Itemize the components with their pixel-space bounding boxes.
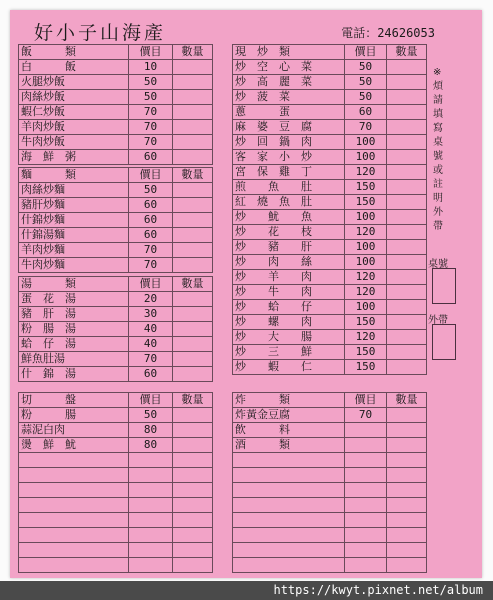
item-price <box>345 423 387 438</box>
item-price: 150 <box>345 195 387 210</box>
menu-row <box>233 345 427 360</box>
item-price: 150 <box>345 180 387 195</box>
item-price: 10 <box>129 60 173 75</box>
qty-cell <box>173 75 213 90</box>
menu-row <box>19 243 213 258</box>
menu-row <box>233 408 427 423</box>
blank-cell <box>19 543 129 558</box>
blank-cell <box>129 528 173 543</box>
item-name: 蔥 蛋 <box>233 105 345 120</box>
header-row <box>19 277 213 292</box>
menu-row <box>233 210 427 225</box>
item-price: 20 <box>129 292 173 307</box>
blank-row <box>19 468 213 483</box>
phone-number: 電話：24626053 <box>341 26 435 40</box>
qty-cell <box>173 307 213 322</box>
menu-row <box>233 135 427 150</box>
restaurant-title: 好小子山海產 <box>34 22 167 44</box>
blank-cell <box>173 453 213 468</box>
header-row <box>19 168 213 183</box>
menu-row <box>233 240 427 255</box>
qty-cell <box>173 90 213 105</box>
qty-header: 數量 <box>387 393 427 408</box>
section-qie <box>18 392 213 573</box>
blank-cell <box>387 468 427 483</box>
menu-row <box>233 195 427 210</box>
blank-cell <box>129 453 173 468</box>
item-name: 紅 燒 魚 肚 <box>233 195 345 210</box>
item-price: 60 <box>129 198 173 213</box>
item-name: 什錦湯麵 <box>19 228 129 243</box>
item-name: 炒 肉 絲 <box>233 255 345 270</box>
qty-cell <box>173 322 213 337</box>
section-mian <box>18 167 213 273</box>
header-row <box>19 393 213 408</box>
qty-header: 數量 <box>173 277 213 292</box>
menu-row <box>233 270 427 285</box>
item-name: 海 鮮 粥 <box>19 150 129 165</box>
menu-row <box>233 423 427 438</box>
item-name: 飲 料 <box>233 423 345 438</box>
menu-row <box>233 75 427 90</box>
item-name: 客 家 小 炒 <box>233 150 345 165</box>
qty-cell <box>173 213 213 228</box>
item-name: 火腿炒飯 <box>19 75 129 90</box>
blank-row <box>233 498 427 513</box>
takeout-label: 外帶 <box>428 315 448 326</box>
section-title: 湯 類 <box>19 277 129 292</box>
menu-row <box>19 135 213 150</box>
item-name: 豬 肝 湯 <box>19 307 129 322</box>
item-price: 70 <box>345 408 387 423</box>
item-name: 炒 花 枝 <box>233 225 345 240</box>
blank-row <box>19 483 213 498</box>
qty-cell <box>387 345 427 360</box>
item-price: 100 <box>345 240 387 255</box>
blank-cell <box>345 543 387 558</box>
menu-row <box>19 438 213 453</box>
item-name: 炒 羊 肉 <box>233 270 345 285</box>
menu-row <box>19 352 213 367</box>
blank-cell <box>387 558 427 573</box>
table-no-label: 桌號 <box>428 259 448 270</box>
blank-row <box>19 528 213 543</box>
item-name: 炒 回 鍋 肉 <box>233 135 345 150</box>
table-mian <box>18 167 213 273</box>
blank-cell <box>233 498 345 513</box>
blank-cell <box>345 498 387 513</box>
qty-cell <box>387 195 427 210</box>
blank-row <box>19 453 213 468</box>
item-price: 50 <box>345 60 387 75</box>
blank-cell <box>129 498 173 513</box>
menu-row <box>233 225 427 240</box>
menu-row <box>19 60 213 75</box>
qty-cell <box>387 105 427 120</box>
item-price: 60 <box>129 213 173 228</box>
item-name: 什 錦 湯 <box>19 367 129 382</box>
qty-cell <box>173 292 213 307</box>
menu-row <box>19 307 213 322</box>
menu-row <box>19 367 213 382</box>
qty-cell <box>173 438 213 453</box>
section-tang <box>18 276 213 382</box>
item-name: 燙 鮮 魷 <box>19 438 129 453</box>
item-name: 炒 牛 肉 <box>233 285 345 300</box>
table-qie <box>18 392 213 573</box>
item-name: 炒 魷 魚 <box>233 210 345 225</box>
watermark-bar <box>0 581 493 600</box>
blank-row <box>233 453 427 468</box>
qty-cell <box>387 120 427 135</box>
menu-row <box>233 330 427 345</box>
item-name: 炒 三 鮮 <box>233 345 345 360</box>
table-fan <box>18 44 213 165</box>
item-price: 120 <box>345 270 387 285</box>
menu-row <box>19 183 213 198</box>
item-name: 炒 螺 肉 <box>233 315 345 330</box>
qty-cell <box>387 240 427 255</box>
qty-cell <box>173 367 213 382</box>
item-name: 炒 高 麗 菜 <box>233 75 345 90</box>
price-header: 價目 <box>129 393 173 408</box>
header-row <box>233 393 427 408</box>
menu-row <box>19 408 213 423</box>
item-price: 40 <box>129 322 173 337</box>
item-price: 80 <box>129 423 173 438</box>
item-price: 100 <box>345 150 387 165</box>
section-title: 飯 類 <box>19 45 129 60</box>
blank-cell <box>173 528 213 543</box>
menu-row <box>19 292 213 307</box>
menu-row <box>19 322 213 337</box>
blank-row <box>233 543 427 558</box>
section-title: 炸 類 <box>233 393 345 408</box>
table-no-box <box>432 268 456 304</box>
qty-cell <box>387 330 427 345</box>
section-xianchao <box>232 44 427 375</box>
blank-cell <box>19 513 129 528</box>
qty-cell <box>387 270 427 285</box>
menu-row <box>233 300 427 315</box>
blank-row <box>19 543 213 558</box>
qty-cell <box>173 352 213 367</box>
item-price: 100 <box>345 255 387 270</box>
item-price: 150 <box>345 345 387 360</box>
item-price: 50 <box>129 90 173 105</box>
item-name: 牛肉炒飯 <box>19 135 129 150</box>
menu-row <box>19 105 213 120</box>
item-name: 宮 保 雞 丁 <box>233 165 345 180</box>
item-price: 60 <box>129 150 173 165</box>
item-price: 150 <box>345 315 387 330</box>
item-name: 肉絲炒飯 <box>19 90 129 105</box>
item-name: 粉 腸 <box>19 408 129 423</box>
item-price: 50 <box>129 408 173 423</box>
blank-cell <box>345 453 387 468</box>
item-price: 120 <box>345 330 387 345</box>
blank-row <box>233 558 427 573</box>
qty-cell <box>387 180 427 195</box>
menu-row <box>19 150 213 165</box>
qty-cell <box>387 255 427 270</box>
menu-row <box>233 360 427 375</box>
qty-cell <box>173 135 213 150</box>
blank-cell <box>233 543 345 558</box>
blank-cell <box>19 558 129 573</box>
qty-cell <box>387 300 427 315</box>
menu-row <box>233 90 427 105</box>
price-header: 價目 <box>129 45 173 60</box>
item-price: 50 <box>345 90 387 105</box>
menu-row <box>233 165 427 180</box>
qty-cell <box>173 198 213 213</box>
blank-cell <box>129 483 173 498</box>
blank-cell <box>19 483 129 498</box>
blank-row <box>233 528 427 543</box>
blank-cell <box>173 513 213 528</box>
item-price: 70 <box>129 120 173 135</box>
blank-cell <box>19 498 129 513</box>
item-name: 炒 蝦 仁 <box>233 360 345 375</box>
item-name: 羊肉炒麵 <box>19 243 129 258</box>
item-name: 蒜泥白肉 <box>19 423 129 438</box>
item-price: 80 <box>129 438 173 453</box>
menu-row <box>19 120 213 135</box>
menu-row <box>233 60 427 75</box>
menu-row <box>233 150 427 165</box>
item-price: 60 <box>129 228 173 243</box>
item-name: 鮮魚肚湯 <box>19 352 129 367</box>
menu-row <box>233 105 427 120</box>
item-price: 60 <box>129 367 173 382</box>
item-price: 70 <box>129 105 173 120</box>
menu-row <box>19 258 213 273</box>
menu-row <box>233 315 427 330</box>
menu-row <box>233 438 427 453</box>
menu-row <box>19 198 213 213</box>
item-name: 什錦炒麵 <box>19 213 129 228</box>
item-price: 60 <box>345 105 387 120</box>
price-header: 價目 <box>345 45 387 60</box>
blank-cell <box>129 513 173 528</box>
blank-cell <box>233 483 345 498</box>
qty-cell <box>387 423 427 438</box>
blank-row <box>233 483 427 498</box>
menu-row <box>19 75 213 90</box>
blank-cell <box>19 468 129 483</box>
table-xianchao <box>232 44 427 375</box>
blank-cell <box>233 453 345 468</box>
blank-cell <box>387 528 427 543</box>
item-price: 70 <box>345 120 387 135</box>
blank-cell <box>19 528 129 543</box>
takeout-box <box>432 324 456 360</box>
menu-row <box>233 255 427 270</box>
menu-row <box>19 337 213 352</box>
blank-cell <box>387 453 427 468</box>
qty-cell <box>387 210 427 225</box>
item-price: 70 <box>129 258 173 273</box>
item-name: 炒 菠 菜 <box>233 90 345 105</box>
qty-header: 數量 <box>173 45 213 60</box>
blank-cell <box>129 468 173 483</box>
section-fan <box>18 44 213 165</box>
menu-row <box>19 90 213 105</box>
blank-cell <box>345 528 387 543</box>
price-header: 價目 <box>345 393 387 408</box>
qty-header: 數量 <box>173 393 213 408</box>
menu-row <box>19 423 213 438</box>
item-price: 100 <box>345 135 387 150</box>
qty-cell <box>173 243 213 258</box>
item-name: 炒 大 腸 <box>233 330 345 345</box>
blank-cell <box>129 543 173 558</box>
blank-cell <box>233 513 345 528</box>
blank-row <box>233 468 427 483</box>
qty-cell <box>173 183 213 198</box>
table-tang <box>18 276 213 382</box>
header-row <box>233 45 427 60</box>
qty-cell <box>387 438 427 453</box>
blank-row <box>19 558 213 573</box>
blank-cell <box>233 468 345 483</box>
item-name: 白 飯 <box>19 60 129 75</box>
item-name: 炒 蛤 仔 <box>233 300 345 315</box>
side-note: ※煩請填寫桌號或註明外帶 <box>433 67 443 232</box>
menu-row <box>19 213 213 228</box>
blank-cell <box>345 558 387 573</box>
item-price: 150 <box>345 360 387 375</box>
item-price: 40 <box>129 337 173 352</box>
item-price: 70 <box>129 243 173 258</box>
item-price: 50 <box>345 75 387 90</box>
menu-row <box>19 228 213 243</box>
item-name: 酒 類 <box>233 438 345 453</box>
item-name: 蝦仁炒飯 <box>19 105 129 120</box>
section-title: 麵 類 <box>19 168 129 183</box>
blank-row <box>233 513 427 528</box>
item-name: 蛤 仔 湯 <box>19 337 129 352</box>
blank-cell <box>345 513 387 528</box>
qty-header: 數量 <box>173 168 213 183</box>
table-zha <box>232 392 427 573</box>
qty-cell <box>387 285 427 300</box>
blank-cell <box>173 468 213 483</box>
qty-cell <box>387 135 427 150</box>
blank-cell <box>387 483 427 498</box>
item-name: 炸黃金豆腐 <box>233 408 345 423</box>
blank-cell <box>173 543 213 558</box>
qty-cell <box>387 225 427 240</box>
blank-cell <box>129 558 173 573</box>
item-name: 炒 豬 肝 <box>233 240 345 255</box>
item-price: 120 <box>345 165 387 180</box>
item-name: 粉 腸 湯 <box>19 322 129 337</box>
item-name: 麻 婆 豆 腐 <box>233 120 345 135</box>
blank-cell <box>345 483 387 498</box>
qty-cell <box>387 90 427 105</box>
blank-cell <box>233 558 345 573</box>
menu-row <box>233 180 427 195</box>
blank-cell <box>345 468 387 483</box>
qty-cell <box>173 60 213 75</box>
qty-cell <box>173 228 213 243</box>
price-header: 價目 <box>129 168 173 183</box>
qty-cell <box>173 337 213 352</box>
item-price: 50 <box>129 183 173 198</box>
price-header: 價目 <box>129 277 173 292</box>
blank-cell <box>173 558 213 573</box>
item-price: 100 <box>345 210 387 225</box>
section-title: 現 炒 類 <box>233 45 345 60</box>
item-price <box>345 438 387 453</box>
qty-cell <box>173 408 213 423</box>
item-price: 50 <box>129 75 173 90</box>
qty-cell <box>387 315 427 330</box>
blank-cell <box>19 453 129 468</box>
item-name: 牛肉炒麵 <box>19 258 129 273</box>
blank-cell <box>233 528 345 543</box>
item-name: 豬肝炒麵 <box>19 198 129 213</box>
blank-row <box>19 513 213 528</box>
blank-cell <box>387 543 427 558</box>
qty-header: 數量 <box>387 45 427 60</box>
item-name: 肉絲炒麵 <box>19 183 129 198</box>
blank-cell <box>173 483 213 498</box>
item-price: 120 <box>345 225 387 240</box>
item-price: 120 <box>345 285 387 300</box>
qty-cell <box>387 150 427 165</box>
blank-row <box>19 498 213 513</box>
qty-cell <box>173 258 213 273</box>
section-zha <box>232 392 427 573</box>
blank-cell <box>173 498 213 513</box>
qty-cell <box>387 60 427 75</box>
blank-cell <box>387 498 427 513</box>
qty-cell <box>387 165 427 180</box>
qty-cell <box>173 105 213 120</box>
qty-cell <box>173 423 213 438</box>
watermark-text: https://kwyt.pixnet.net/album <box>273 583 483 597</box>
header-row <box>19 45 213 60</box>
menu-row <box>233 285 427 300</box>
blank-cell <box>387 513 427 528</box>
qty-cell <box>173 120 213 135</box>
item-name: 煎 魚 肚 <box>233 180 345 195</box>
qty-cell <box>173 150 213 165</box>
qty-cell <box>387 408 427 423</box>
qty-cell <box>387 360 427 375</box>
menu-row <box>233 120 427 135</box>
item-price: 70 <box>129 135 173 150</box>
item-name: 羊肉炒飯 <box>19 120 129 135</box>
item-name: 蛋 花 湯 <box>19 292 129 307</box>
item-price: 30 <box>129 307 173 322</box>
item-price: 70 <box>129 352 173 367</box>
item-price: 100 <box>345 300 387 315</box>
item-name: 炒 空 心 菜 <box>233 60 345 75</box>
qty-cell <box>387 75 427 90</box>
section-title: 切 盤 <box>19 393 129 408</box>
